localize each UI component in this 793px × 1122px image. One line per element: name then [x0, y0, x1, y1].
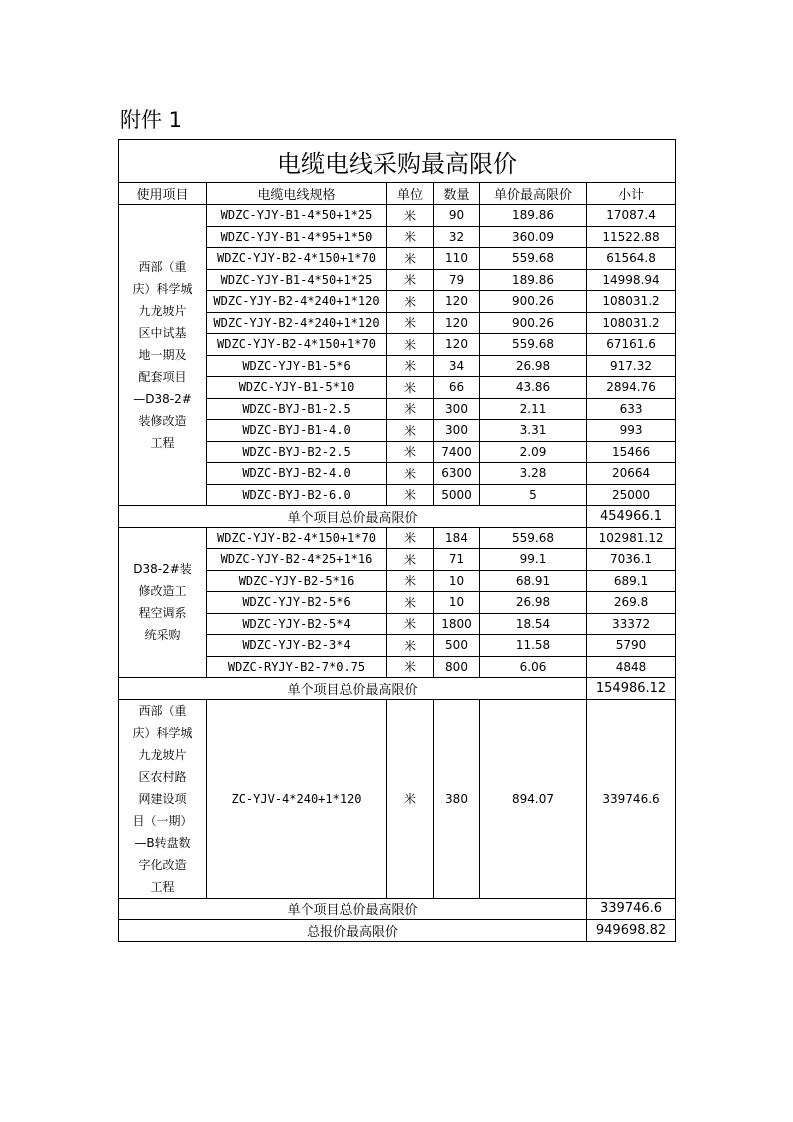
qty-cell: 380: [434, 699, 480, 898]
price-cell: 360.09: [480, 226, 587, 248]
header-spec: 电缆电线规格: [207, 183, 387, 205]
subtotal-cell: 917.32: [587, 355, 676, 377]
project-total-row: [119, 678, 676, 700]
subtotal-cell: 17087.4: [587, 205, 676, 227]
unit-cell: 米: [387, 441, 434, 463]
unit-cell: 米: [387, 527, 434, 549]
spec-cell: WDZC-RYJY-B2-7*0.75: [207, 656, 387, 678]
price-cell: 99.1: [480, 549, 587, 571]
project-total-value: 339746.6: [587, 898, 676, 920]
subtotal-cell: 25000: [587, 484, 676, 506]
qty-cell: 32: [434, 226, 480, 248]
unit-cell: 米: [387, 377, 434, 399]
qty-cell: 10: [434, 570, 480, 592]
spec-cell: WDZC-YJY-B2-4*25+1*16: [207, 549, 387, 571]
project-name-cell: [119, 205, 207, 506]
price-cell: 2.11: [480, 398, 587, 420]
qty-cell: 120: [434, 291, 480, 313]
subtotal-cell: 633: [587, 398, 676, 420]
price-cell: 900.26: [480, 312, 587, 334]
grand-total-row: [119, 920, 676, 942]
qty-cell: 184: [434, 527, 480, 549]
header-project: 使用项目: [119, 183, 207, 205]
subtotal-cell: 5790: [587, 635, 676, 657]
project-name-line: 区中试基: [138, 326, 187, 340]
unit-cell: 米: [387, 420, 434, 442]
project-name-line: —B转盘数: [134, 835, 191, 850]
table-row: [119, 699, 676, 898]
project-total-label: 单个项目总价最高限价: [119, 678, 587, 700]
qty-cell: 300: [434, 420, 480, 442]
subtotal-cell: 15466: [587, 441, 676, 463]
spec-cell: WDZC-YJY-B1-5*10: [207, 377, 387, 399]
table-row: [119, 205, 676, 227]
project-name-line: 九龙坡片: [138, 304, 187, 318]
unit-cell: 米: [387, 635, 434, 657]
project-total-row: [119, 506, 676, 528]
subtotal-cell: 7036.1: [587, 549, 676, 571]
subtotal-cell: 11522.88: [587, 226, 676, 248]
price-cell: 189.86: [480, 269, 587, 291]
project-total-value: 454966.1: [587, 506, 676, 528]
spec-cell: WDZC-YJY-B2-3*4: [207, 635, 387, 657]
qty-cell: 7400: [434, 441, 480, 463]
attachment-label: 附件 1: [120, 108, 183, 132]
spec-cell: WDZC-YJY-B1-5*6: [207, 355, 387, 377]
project-name-line: 区农村路: [138, 769, 187, 784]
unit-cell: 米: [387, 699, 434, 898]
unit-cell: 米: [387, 463, 434, 485]
project-name-line: 目（一期）: [132, 813, 193, 828]
project-name-line: 统采购: [144, 628, 181, 643]
subtotal-cell: 108031.2: [587, 291, 676, 313]
subtotal-cell: 20664: [587, 463, 676, 485]
qty-cell: 66: [434, 377, 480, 399]
unit-cell: 米: [387, 248, 434, 270]
qty-cell: 34: [434, 355, 480, 377]
project-name-line: 庆）科学城: [132, 282, 193, 296]
qty-cell: 120: [434, 334, 480, 356]
unit-cell: 米: [387, 269, 434, 291]
project-name-line: 装修改造: [138, 414, 187, 428]
price-cell: 26.98: [480, 592, 587, 614]
price-cell: 43.86: [480, 377, 587, 399]
unit-cell: 米: [387, 312, 434, 334]
price-cell: 2.09: [480, 441, 587, 463]
qty-cell: 300: [434, 398, 480, 420]
header-subtotal: 小计: [587, 183, 676, 205]
unit-cell: 米: [387, 355, 434, 377]
unit-cell: 米: [387, 291, 434, 313]
price-cell: 900.26: [480, 291, 587, 313]
subtotal-cell: 61564.8: [587, 248, 676, 270]
price-cell: 3.31: [480, 420, 587, 442]
unit-cell: 米: [387, 398, 434, 420]
qty-cell: 6300: [434, 463, 480, 485]
unit-cell: 米: [387, 205, 434, 227]
spec-cell: WDZC-BYJ-B2-4.0: [207, 463, 387, 485]
grand-total-value: 949698.82: [587, 920, 676, 942]
subtotal-cell: 689.1: [587, 570, 676, 592]
spec-cell: WDZC-YJY-B2-5*16: [207, 570, 387, 592]
price-cell: 5: [480, 484, 587, 506]
subtotal-cell: 2894.76: [587, 377, 676, 399]
unit-cell: 米: [387, 656, 434, 678]
project-name-line: 字化改造: [138, 857, 187, 872]
qty-cell: 90: [434, 205, 480, 227]
subtotal-cell: 4848: [587, 656, 676, 678]
spec-cell: WDZC-YJY-B2-5*4: [207, 613, 387, 635]
qty-cell: 5000: [434, 484, 480, 506]
spec-cell: WDZC-YJY-B2-4*150+1*70: [207, 527, 387, 549]
subtotal-cell: 33372: [587, 613, 676, 635]
header-price: 单价最高限价: [480, 183, 587, 205]
qty-cell: 71: [434, 549, 480, 571]
price-cell: 26.98: [480, 355, 587, 377]
subtotal-cell: 67161.6: [587, 334, 676, 356]
spec-cell: WDZC-YJY-B2-4*240+1*120: [207, 291, 387, 313]
price-cell: 3.28: [480, 463, 587, 485]
project-name-cell: [119, 527, 207, 678]
spec-cell: WDZC-YJY-B2-4*240+1*120: [207, 312, 387, 334]
price-cell: 68.91: [480, 570, 587, 592]
unit-cell: 米: [387, 484, 434, 506]
subtotal-cell: 339746.6: [587, 699, 676, 898]
unit-cell: 米: [387, 226, 434, 248]
project-name-line: 九龙坡片: [138, 747, 187, 762]
subtotal-cell: 269.8: [587, 592, 676, 614]
price-cell: 894.07: [480, 699, 587, 898]
project-total-row: [119, 898, 676, 920]
spec-cell: WDZC-BYJ-B2-2.5: [207, 441, 387, 463]
price-cell: 559.68: [480, 334, 587, 356]
header-row: [119, 183, 676, 205]
subtotal-cell: 14998.94: [587, 269, 676, 291]
table-row: [119, 527, 676, 549]
spec-cell: ZC-YJV-4*240+1*120: [207, 699, 387, 898]
qty-cell: 110: [434, 248, 480, 270]
qty-cell: 1800: [434, 613, 480, 635]
subtotal-cell: 108031.2: [587, 312, 676, 334]
price-cell: 189.86: [480, 205, 587, 227]
project-name-line: 西部（重: [138, 703, 187, 718]
header-unit: 单位: [387, 183, 434, 205]
project-name-cell: [119, 699, 207, 898]
spec-cell: WDZC-BYJ-B1-2.5: [207, 398, 387, 420]
price-cell: 18.54: [480, 613, 587, 635]
project-name-line: 网建设项: [138, 791, 187, 806]
project-name-line: 地一期及: [138, 348, 187, 362]
unit-cell: 米: [387, 592, 434, 614]
unit-cell: 米: [387, 334, 434, 356]
price-cell: 559.68: [480, 527, 587, 549]
unit-cell: 米: [387, 570, 434, 592]
grand-total-label: 总报价最高限价: [119, 920, 587, 942]
spec-cell: WDZC-YJY-B1-4*50+1*25: [207, 205, 387, 227]
spec-cell: WDZC-YJY-B2-4*150+1*70: [207, 334, 387, 356]
spec-cell: WDZC-YJY-B2-4*150+1*70: [207, 248, 387, 270]
qty-cell: 800: [434, 656, 480, 678]
project-total-value: 154986.12: [587, 678, 676, 700]
subtotal-cell: 102981.12: [587, 527, 676, 549]
unit-cell: 米: [387, 613, 434, 635]
project-name-line: —D38-2#: [133, 392, 192, 406]
project-name-line: 工程: [150, 436, 175, 450]
table-title: 电缆电线采购最高限价: [119, 140, 676, 183]
project-name-line: 程空调系: [138, 606, 187, 621]
spec-cell: WDZC-YJY-B1-4*50+1*25: [207, 269, 387, 291]
project-name-line: 修改造工: [138, 584, 187, 599]
project-total-label: 单个项目总价最高限价: [119, 506, 587, 528]
subtotal-cell: 993: [587, 420, 676, 442]
price-cell: 11.58: [480, 635, 587, 657]
price-limit-table: [118, 139, 676, 942]
qty-cell: 120: [434, 312, 480, 334]
project-total-label: 单个项目总价最高限价: [119, 898, 587, 920]
project-name-line: 工程: [150, 879, 175, 894]
price-cell: 6.06: [480, 656, 587, 678]
project-name-line: 配套项目: [138, 370, 187, 384]
spec-cell: WDZC-BYJ-B2-6.0: [207, 484, 387, 506]
price-cell: 559.68: [480, 248, 587, 270]
unit-cell: 米: [387, 549, 434, 571]
project-name-line: 庆）科学城: [132, 725, 193, 740]
header-qty: 数量: [434, 183, 480, 205]
project-name-line: 西部（重: [138, 260, 187, 274]
qty-cell: 79: [434, 269, 480, 291]
project-name-line: D38-2#装: [133, 562, 192, 577]
qty-cell: 10: [434, 592, 480, 614]
spec-cell: WDZC-YJY-B1-4*95+1*50: [207, 226, 387, 248]
spec-cell: WDZC-YJY-B2-5*6: [207, 592, 387, 614]
spec-cell: WDZC-BYJ-B1-4.0: [207, 420, 387, 442]
qty-cell: 500: [434, 635, 480, 657]
